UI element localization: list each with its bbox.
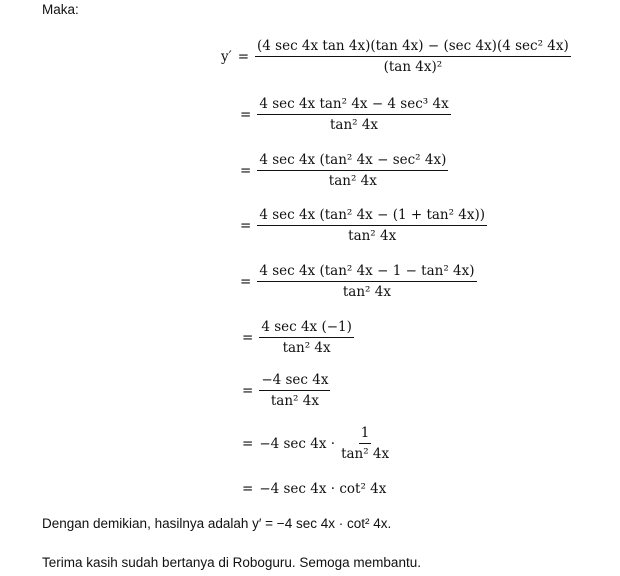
fraction bbox=[257, 152, 448, 189]
numerator: 4 sec 4x (tan² 4x − sec² 4x) bbox=[257, 152, 448, 171]
equals-sign: = bbox=[240, 162, 252, 179]
numerator: 4 sec 4x (−1) bbox=[259, 319, 354, 338]
intro-text: Maka: bbox=[42, 2, 79, 17]
equals-sign: = bbox=[237, 48, 250, 65]
denominator: (tan 4x)² bbox=[383, 59, 443, 75]
derivative-step-3 bbox=[240, 152, 448, 189]
numerator: 4 sec 4x tan² 4x − 4 sec³ 4x bbox=[257, 96, 450, 115]
denominator: tan² 4x bbox=[342, 284, 391, 300]
numerator: (4 sec 4x tan 4x)(tan 4x) − (sec 4x)(4 sec² 4x) bbox=[255, 38, 571, 57]
equals-sign: = bbox=[242, 382, 254, 399]
fraction bbox=[255, 38, 571, 75]
numerator: 4 sec 4x (tan² 4x − 1 − tan² 4x) bbox=[257, 263, 476, 282]
denominator: tan² 4x bbox=[348, 228, 397, 244]
numerator: −4 sec 4x bbox=[259, 372, 330, 391]
fraction bbox=[257, 207, 487, 244]
numerator: 1 bbox=[359, 425, 372, 444]
lhs-label: y′ bbox=[221, 48, 232, 65]
denominator: tan² 4x bbox=[328, 173, 377, 189]
fraction bbox=[259, 319, 354, 356]
equals-sign: = bbox=[242, 481, 254, 497]
derivative-step-6 bbox=[242, 319, 354, 356]
derivative-step-9 bbox=[242, 481, 386, 497]
derivative-step-1 bbox=[221, 38, 571, 75]
equals-sign: = bbox=[240, 217, 252, 234]
derivative-step-2 bbox=[240, 96, 451, 133]
prefix-term: −4 sec 4x · bbox=[259, 435, 336, 452]
denominator: tan² 4x bbox=[341, 446, 390, 462]
closing-text: Terima kasih sudah bertanya di Roboguru. Semoga membantu. bbox=[42, 555, 421, 570]
derivative-step-5 bbox=[240, 263, 477, 300]
derivative-step-8 bbox=[242, 425, 391, 462]
fraction bbox=[257, 96, 450, 133]
equals-sign: = bbox=[240, 273, 252, 290]
equals-sign: = bbox=[242, 329, 254, 346]
derivative-step-4 bbox=[240, 207, 487, 244]
fraction bbox=[339, 425, 391, 462]
derivative-step-7 bbox=[242, 372, 330, 409]
conclusion-text: Dengan demikian, hasilnya adalah y′ = −4 sec 4x · cot² 4x. bbox=[42, 516, 392, 531]
denominator: tan² 4x bbox=[270, 393, 319, 409]
numerator: 4 sec 4x (tan² 4x − (1 + tan² 4x)) bbox=[257, 207, 487, 226]
equals-sign: = bbox=[242, 435, 254, 452]
denominator: tan² 4x bbox=[282, 340, 331, 356]
fraction bbox=[259, 372, 330, 409]
result-expression: −4 sec 4x · cot² 4x bbox=[259, 481, 387, 497]
fraction bbox=[257, 263, 476, 300]
denominator: tan² 4x bbox=[329, 117, 379, 133]
equals-sign: = bbox=[240, 106, 252, 123]
